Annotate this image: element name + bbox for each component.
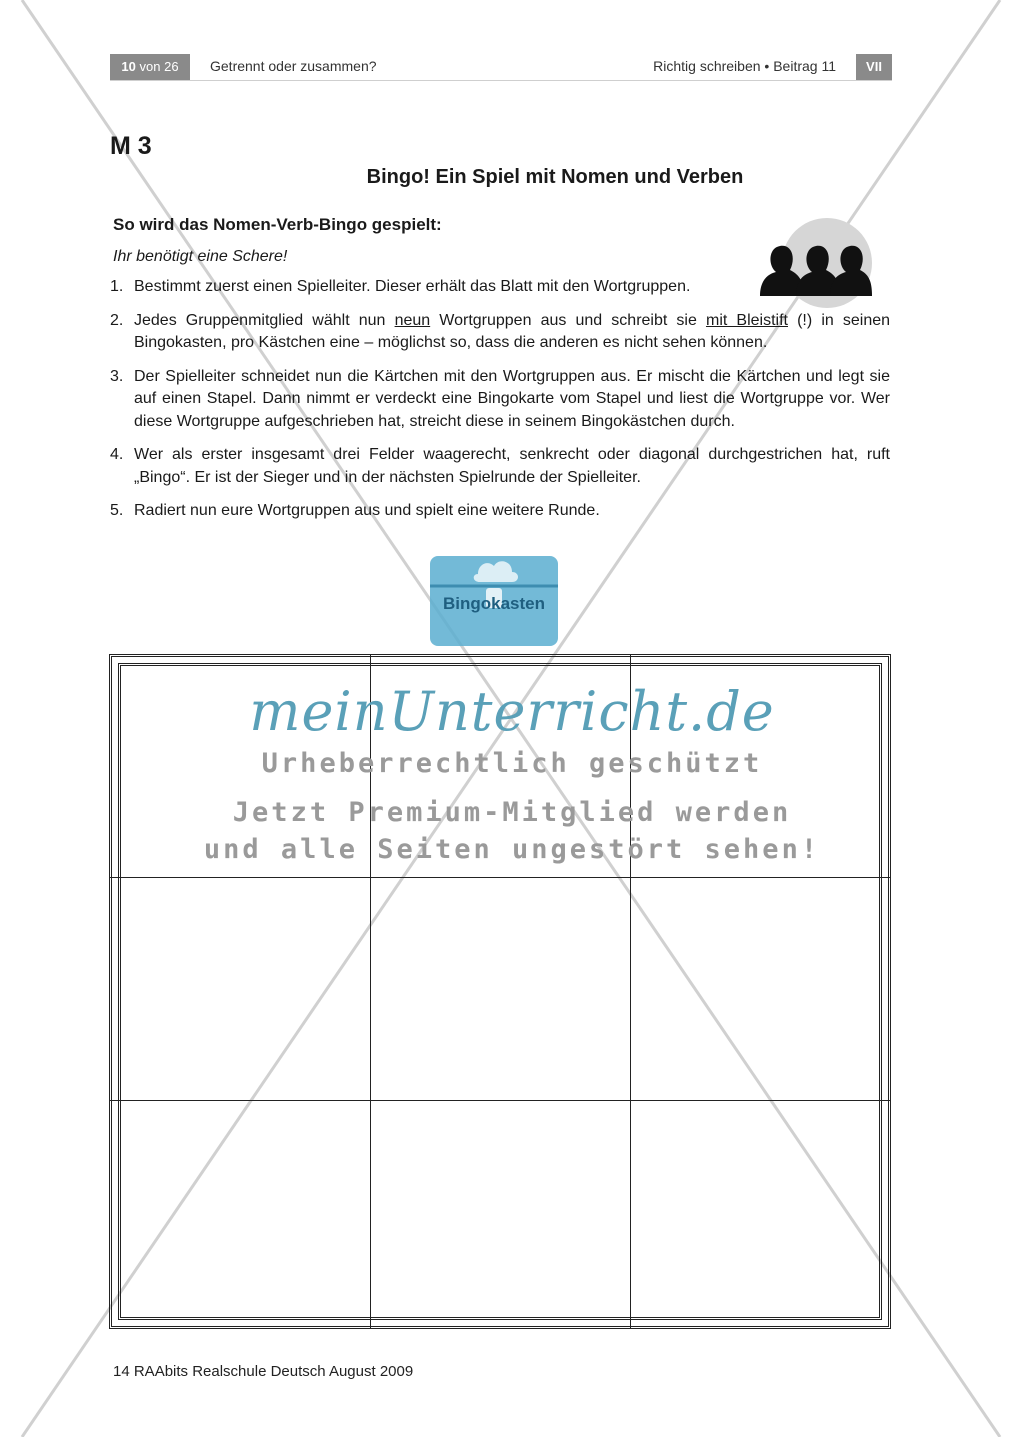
page-title: Bingo! Ein Spiel mit Nomen und Verben [366, 166, 744, 188]
watermark-line-2: Jetzt Premium-Mitglied werden [232, 797, 792, 828]
watermark-line-1: Urheberrechtlich geschützt [261, 748, 763, 779]
header-topic: Getrennt oder zusammen? [210, 58, 377, 74]
header-series: Richtig schreiben • Beitrag 11 [653, 58, 836, 74]
header-divider [110, 80, 892, 81]
step-item: 1. Bestimmt zuerst einen Spielleiter. Dieser erhält das Blatt mit den Wortgruppen. [110, 278, 691, 295]
volume-badge: VII [856, 54, 892, 80]
watermark-line-3: und alle Seiten ungestört sehen! [203, 834, 821, 865]
bag-label: Bingokasten [442, 594, 546, 613]
step-item: 4. Wer als erster insgesamt drei Felder waagerecht, senkrecht oder diagonal durchgestrichen hat, ruft „Bingo“. Er ist der Sieger und in der nächsten Spielrunde der Spielleiter. [110, 446, 890, 486]
bingokasten-bag [426, 548, 562, 648]
step-item: 2. Jedes Gruppenmitglied wählt nun neun Wortgruppen aus und schreibt sie mit Bleistift (!) in seinen Bingokasten, pro Kästchen eine – möglichst so, dass die anderen es nicht sehen können. [110, 311, 891, 351]
page-total: von 26 [139, 59, 179, 74]
page-counter [110, 54, 190, 80]
step-item: 5. Radiert nun eure Wortgruppen aus und spielt eine weitere Runde. [110, 502, 600, 519]
materials-note: Ihr benötigt eine Schere! [113, 248, 288, 265]
footer-source: 14 RAAbits Realschule Deutsch August 2009 [113, 1363, 414, 1380]
page-number: 10 [121, 59, 136, 74]
grid-line-horizontal [109, 1100, 891, 1101]
instruction-steps [110, 276, 890, 534]
instructions-heading: So wird das Nomen-Verb-Bingo gespielt: [113, 215, 442, 234]
grid-line-horizontal [109, 877, 891, 878]
step-item: 3. Der Spielleiter schneidet nun die Kärtchen mit den Wortgruppen aus. Er mischt die Kärtchen und legt sie auf einen Stapel. Dann nimmt er verdeckt eine Bingokarte vom Stapel und liest die Wortgruppe vor. Wer diese Wortgruppe aufgeschrieben hat, streicht diese in seinem Bingokästchen durch. [110, 367, 890, 430]
watermark-logo: meinUnterricht.de [249, 680, 775, 743]
material-label: M 3 [110, 132, 152, 160]
